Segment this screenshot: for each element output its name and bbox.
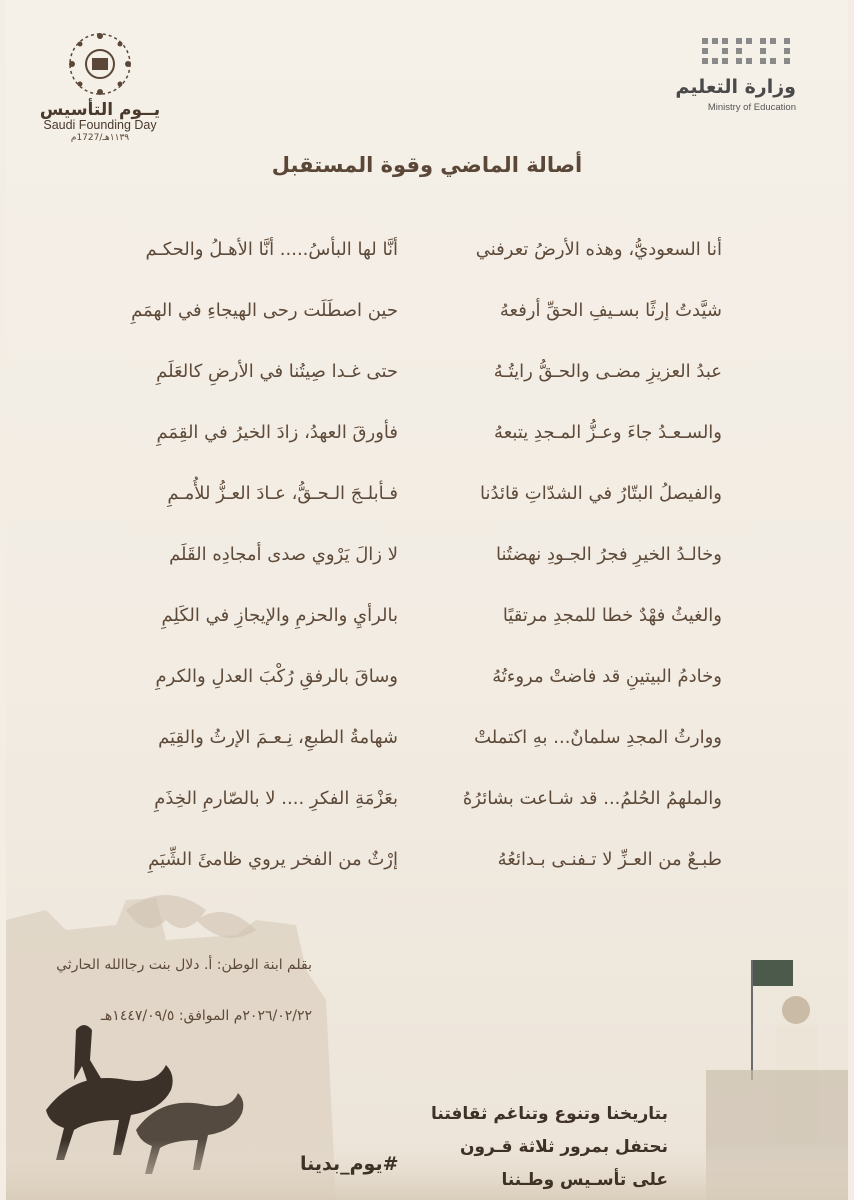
verse-second-hemistich: لا زالَ يَرْوي صدى أمجادِه القَلَم bbox=[169, 544, 398, 565]
verse-second-hemistich: شهامةُ الطبعِ، نِـعـمَ الإرثُ والقِيَم bbox=[158, 727, 398, 748]
verse-row bbox=[0, 596, 854, 636]
slogan bbox=[431, 1098, 668, 1197]
founding-day-arabic: يــوم التأسيس bbox=[39, 100, 161, 120]
verse-row bbox=[0, 474, 854, 514]
verse-first-hemistich: والغيثُ فهْدٌ خطا للمجدِ مرتقيًا bbox=[502, 605, 722, 626]
slogan-line: نحتفل بمرور ثلاثة قـرون bbox=[459, 1137, 668, 1157]
ministry-arabic: وزارة التعليم bbox=[675, 76, 796, 98]
verse-row bbox=[0, 840, 854, 880]
verse-row bbox=[0, 657, 854, 697]
hashtag: #يوم_بدينا bbox=[300, 1153, 399, 1175]
verse-second-hemistich: بعَزْمَةِ الفكرِ .... لا بالصّارمِ الخِذَمِ bbox=[154, 788, 398, 809]
verse-first-hemistich: وخالـدُ الخيرِ فجرُ الجـودِ نهضتُنا bbox=[496, 544, 722, 565]
founding-day-emblem-icon bbox=[64, 28, 136, 100]
verse-first-hemistich: عبدُ العزيزِ مضـى والحـقُّ رايتُـهُ bbox=[493, 361, 722, 382]
verse-row bbox=[0, 291, 854, 331]
author-signature: بقلم ابنة الوطن: أ. دلال بنت رجاالله الحارثي bbox=[56, 957, 312, 973]
slogan-line: على تأسـيس وطـننا bbox=[501, 1170, 668, 1190]
verse-first-hemistich: والسـعـدُ جاءَ وعـزُّ المـجدِ يتبعهُ bbox=[494, 422, 722, 443]
verse-first-hemistich: والملهمُ الحُلمُ... قد شـاعت بشائرُهُ bbox=[462, 788, 722, 809]
verse-first-hemistich: والفيصلُ البتّارُ في الشدّاتِ قائدُنا bbox=[480, 483, 722, 504]
verse-second-hemistich: إرْثٌ من الفخر يروي ظامئَ الشِّيَمِ bbox=[148, 849, 398, 870]
verse-second-hemistich: حين اصطَلَت رحى الهيجاءِ في الهمَمِ bbox=[131, 300, 398, 321]
verse-first-hemistich: شيَّدتُ إرثًا بسـيفِ الحقِّ أرفعهُ bbox=[499, 300, 722, 321]
founding-day-english: Saudi Founding Day bbox=[43, 118, 157, 132]
founding-day-years: ١١٣٩هـ/1727م bbox=[70, 133, 130, 143]
verse-first-hemistich: أنا السعوديُّ، وهذه الأرضُ تعرفني bbox=[475, 239, 722, 260]
poem-date: ٢٠٢٦/٠٢/٢٢م الموافق: ١٤٤٧/٠٩/٥هـ bbox=[100, 1008, 312, 1024]
verse-first-hemistich: طبـعٌ من العـزِّ لا تـفنـى بـدائعُهُ bbox=[497, 849, 722, 870]
verse-row bbox=[0, 352, 854, 392]
verse-second-hemistich: فـأبلـجَ الـحـقُّ، عـادَ العـزُّ للأُمـمِ bbox=[167, 483, 398, 504]
verse-second-hemistich: حتى غـدا صِيتُنا في الأرضِ كالعَلَمِ bbox=[156, 361, 398, 382]
verse-second-hemistich: وساقَ بالرفقِ رُكْبَ العدلِ والكرمِ bbox=[155, 666, 398, 687]
verse-row bbox=[0, 535, 854, 575]
verse-row bbox=[0, 230, 854, 270]
verse-second-hemistich: أنَّا لها البأسُ..... أنَّا الأهـلُ والحكـم bbox=[145, 239, 398, 260]
founding-day-logo bbox=[30, 28, 170, 158]
verse-first-hemistich: وخادمُ البيتينِ قد فاضتْ مروءتُهُ bbox=[492, 666, 722, 687]
verse-row bbox=[0, 413, 854, 453]
heritage-illustration bbox=[6, 880, 848, 1200]
poem-title: أصالة الماضي وقوة المستقبل bbox=[271, 153, 583, 177]
flag-shape bbox=[753, 960, 793, 986]
slogan-line: بتاريخنا وتنوع وتناغم ثقافتنا bbox=[431, 1104, 668, 1124]
verse-second-hemistich: بالرأيِ والحزمِ والإيجازِ في الكَلِمِ bbox=[161, 605, 398, 626]
ministry-english: Ministry of Education bbox=[707, 102, 796, 113]
verse-row bbox=[0, 779, 854, 819]
verse-row bbox=[0, 718, 854, 758]
ministry-dots-icon bbox=[700, 36, 796, 76]
verse-first-hemistich: ووارثُ المجدِ سلمانٌ... بهِ اكتملتْ bbox=[474, 727, 722, 748]
verse-second-hemistich: فأورقَ العهدُ، زادَ الخيرُ في القِمَمِ bbox=[156, 422, 398, 443]
ministry-logo bbox=[646, 32, 796, 112]
